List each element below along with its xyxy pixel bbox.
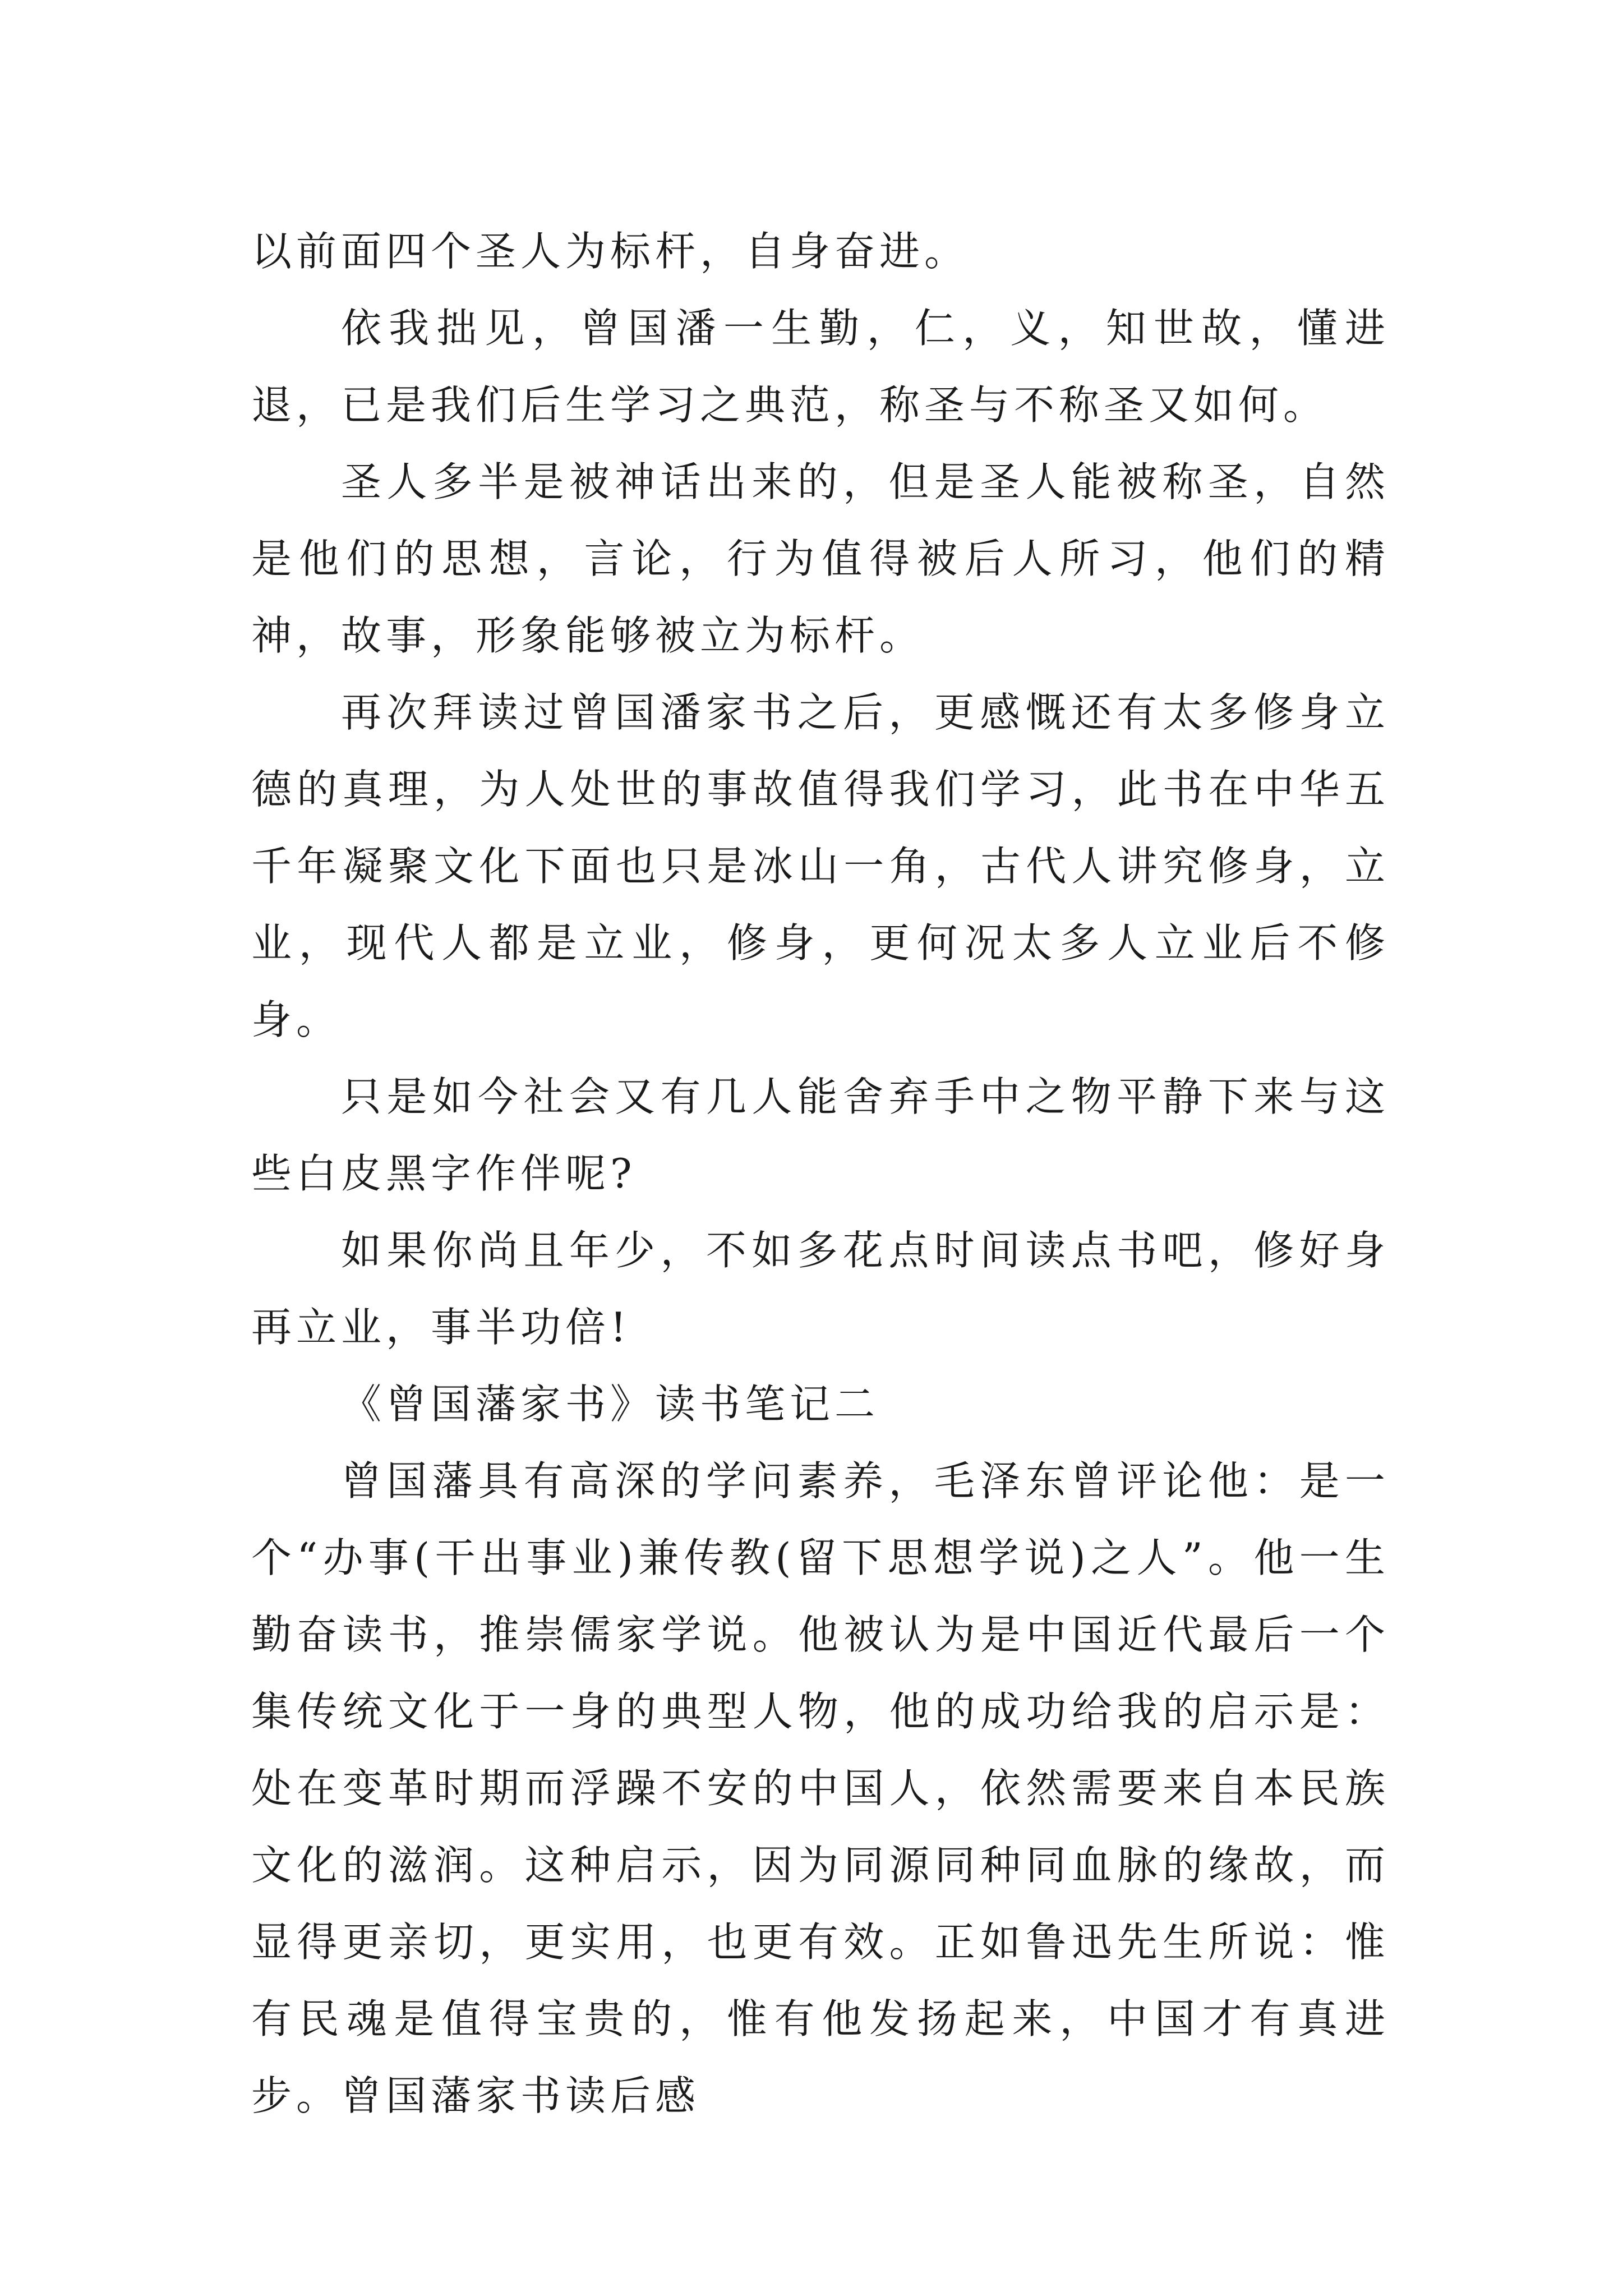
paragraph-6: 如果你尚且年少，不如多花点时间读点书吧，修好身再立业，事半功倍! bbox=[251, 1227, 1390, 1351]
paragraph-5: 只是如今社会又有几人能舍弃手中之物平静下来与这些白皮黑字作伴呢? bbox=[251, 1073, 1390, 1197]
paragraph-3: 圣人多半是被神话出来的，但是圣人能被称圣，自然是他们的思想，言论，行为值得被后人所习，他们的精神，故事，形象能够被立为标杆。 bbox=[251, 458, 1390, 659]
paragraph-4: 再次拜读过曾国潘家书之后，更感慨还有太多修身立德的真理，为人处世的事故值得我们学习，此书在中华五千年凝聚文化下面也只是冰山一角，古代人讲究修身，立业，现代人都是立业，修身，更何况太多人立业后不修身。 bbox=[251, 689, 1390, 1043]
document-body bbox=[251, 213, 1390, 2134]
paragraph-1: 以前面四个圣人为标杆，自身奋进。 bbox=[251, 228, 970, 275]
section-heading: 《曾国藩家书》读书笔记二 bbox=[341, 1381, 880, 1428]
paragraph-7: 曾国藩具有高深的学问素养，毛泽东曾评论他：是一个“办事(干出事业)兼传教(留下思想学说)之人”。他一生勤奋读书，推崇儒家学说。他被认为是中国近代最后一个集传统文化于一身的典型人物，他的成功给我的启示是：处在变革时期而浮躁不安的中国人，依然需要来自本民族文化的滋润。这种启示，因为同源同种同血脉的缘故，而显得更亲切，更实用，也更有效。正如鲁迅先生所说：惟有民魂是值得宝贵的，惟有他发扬起来，中国才有真进步。曾国藩家书读后感 bbox=[251, 1457, 1390, 2119]
paragraph-2: 依我拙见，曾国潘一生勤，仁，义，知世故，懂进退，已是我们后生学习之典范，称圣与不称圣又如何。 bbox=[251, 305, 1390, 429]
